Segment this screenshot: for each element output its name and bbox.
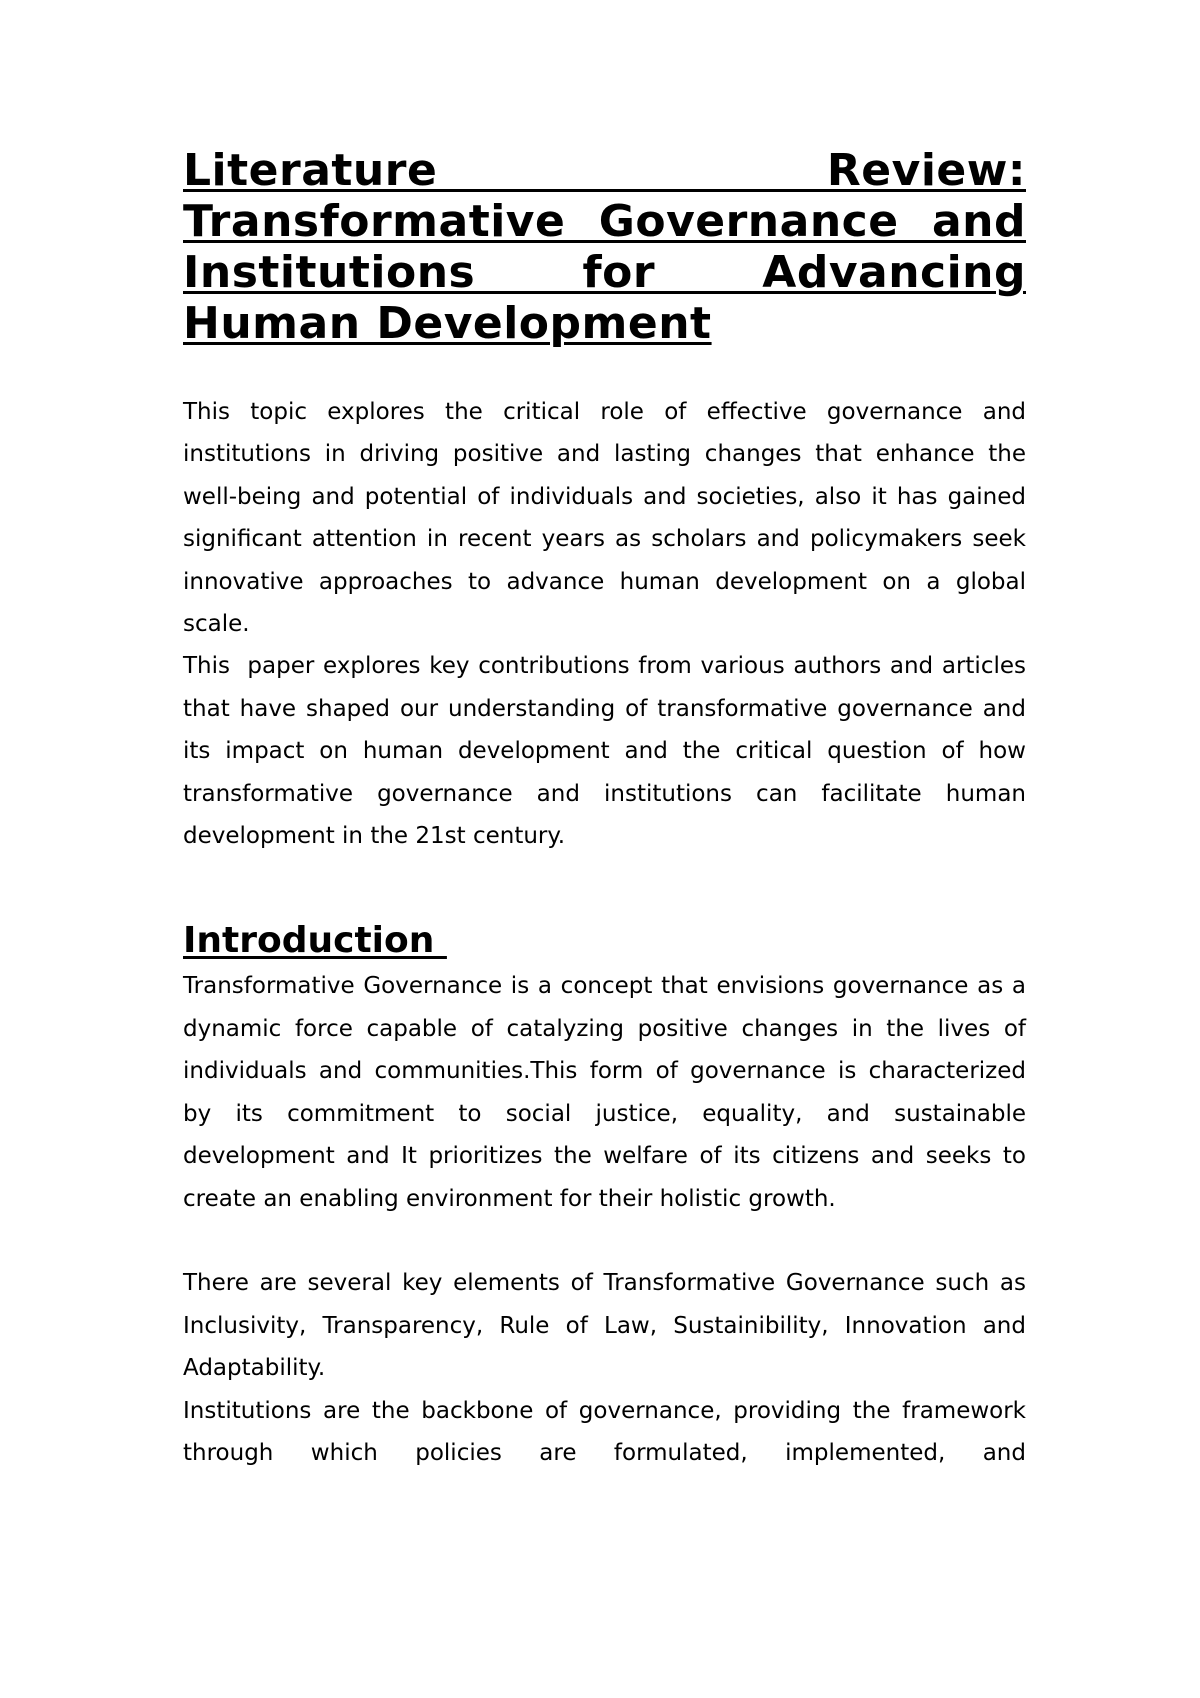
document-title: Literature Review: Transformative Governance and Institutions for Advancing Human Development	[183, 145, 1026, 349]
document-body	[183, 145, 1034, 1474]
spacer	[183, 1220, 1026, 1262]
introduction-paragraph-3: Institutions are the backbone of governance, providing the framework through which policies are formulated, implemented, and	[183, 1397, 1026, 1466]
introduction-paragraph-1: Transformative Governance is a concept that envisions governance as a dynamic force capable of catalyzing positive changes in the lives of individuals and communities.This form of governance is characterized by its commitment to social justice, equality, and sustainable development and It prioritizes the welfare of its citizens and seeks to create an enabling environment for their holistic growth.	[183, 973, 1026, 1212]
introduction-heading: Introduction	[183, 920, 447, 962]
abstract-paragraph-2: This paper explores key contributions from various authors and articles that have shaped our understanding of transformative governance and its impact on human development and the critical question of how transformative governance and institutions can facilitate human development in the 21st century.	[183, 653, 1034, 850]
introduction-paragraph-2: There are several key elements of Transformative Governance such as Inclusivity, Transparency, Rule of Law, Sustainibility, Innovation and Adaptability.	[183, 1270, 1026, 1382]
abstract-paragraph-1: This topic explores the critical role of effective governance and institutions in driving positive and lasting changes that enhance the well-being and potential of individuals and societies, also it has gained significant attention in recent years as scholars and policymakers seek innovative approaches to advance human development on a global scale.	[183, 399, 1026, 638]
spacer	[183, 349, 1026, 391]
spacer	[183, 857, 1026, 919]
